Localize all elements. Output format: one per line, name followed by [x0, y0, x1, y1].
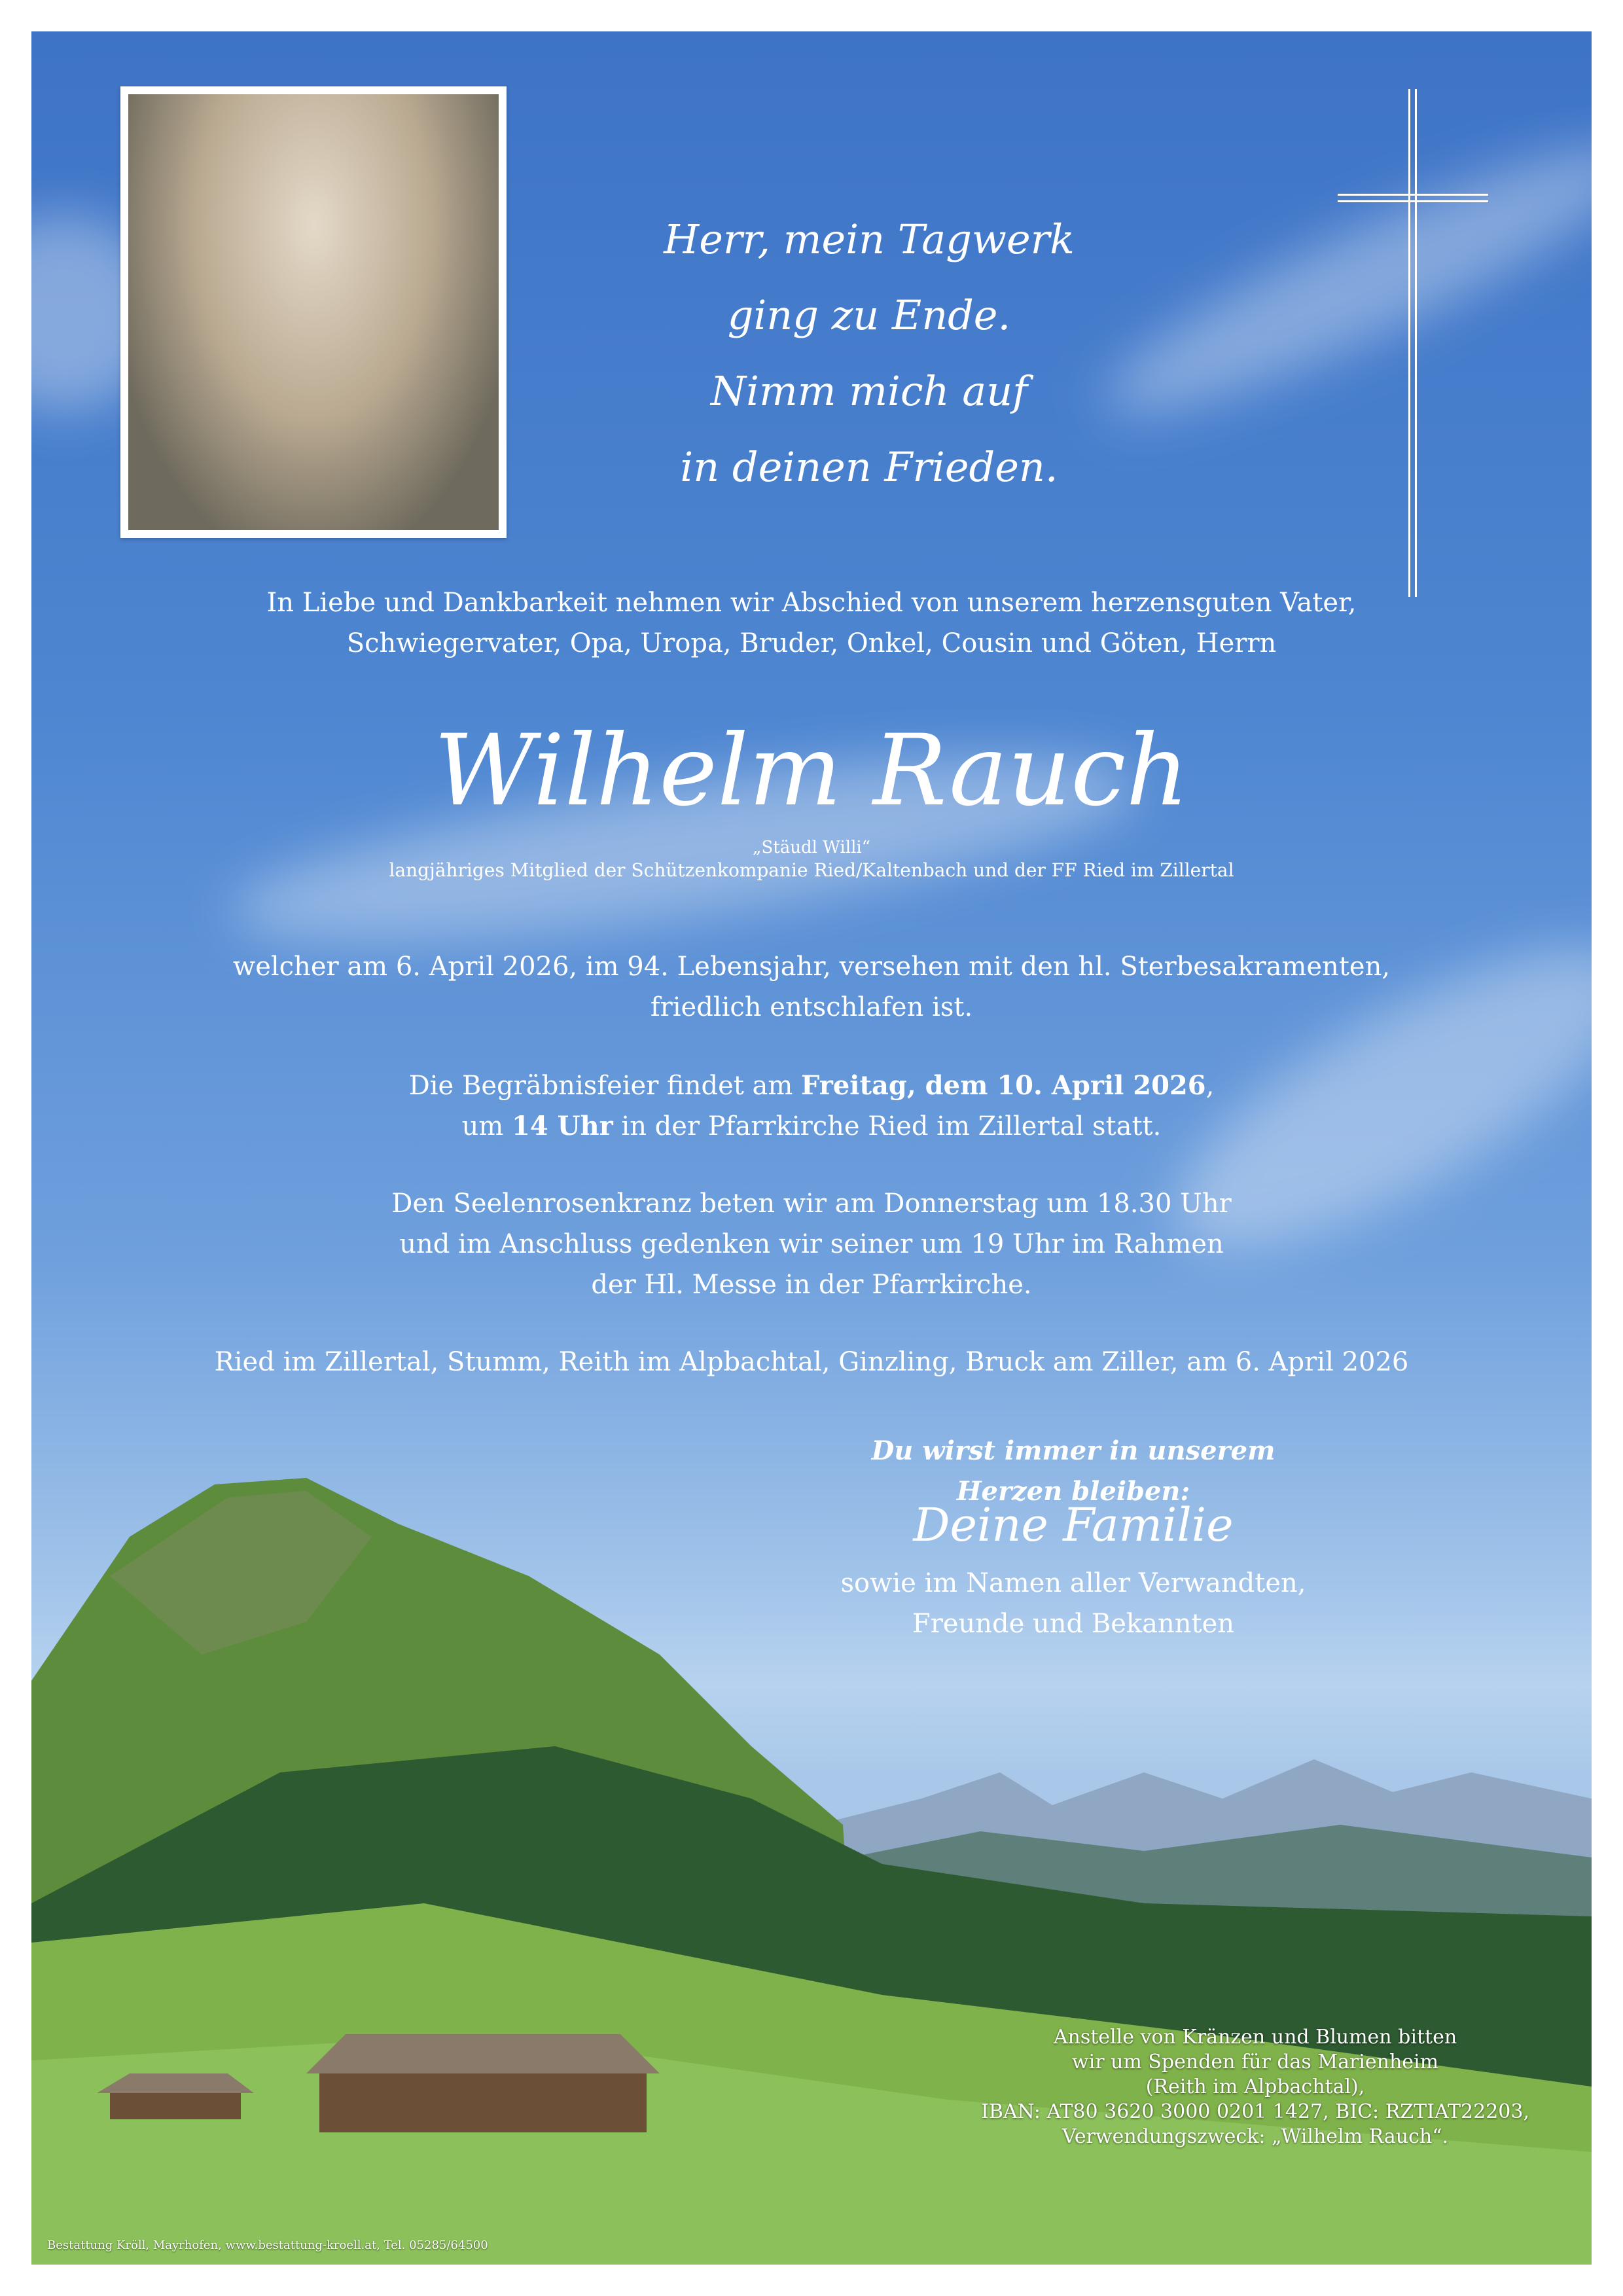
funeral-text: um	[461, 1111, 512, 1141]
funeral-text: in der Pfarrkirche Ried im Zillertal statt.	[613, 1111, 1162, 1141]
funeral-text: ,	[1205, 1071, 1215, 1101]
verse-line: in deinen Frieden.	[680, 443, 1058, 491]
intro-line: Schwiegervater, Opa, Uropa, Bruder, Onkel, Cousin und Göten, Herrn	[346, 628, 1277, 658]
funeral-date: Freitag, dem 10. April 2026	[801, 1070, 1206, 1101]
deceased-membership: langjähriges Mitglied der Schützenkompanie Ried/Kaltenbach und der FF Ried im Zillertal	[389, 859, 1234, 881]
rosary-info	[31, 1183, 1592, 1305]
verse-line: Nimm mich auf	[710, 367, 1028, 415]
donation-line: Verwendungszweck: „Wilhelm Rauch“.	[1061, 2125, 1449, 2148]
donation-line: Anstelle von Kränzen und Blumen bitten	[1053, 2026, 1457, 2049]
portrait-frame	[120, 86, 507, 538]
rosary-line: Den Seelenrosenkranz beten wir am Donnerstag um 18.30 Uhr	[391, 1189, 1232, 1219]
relatives-line: sowie im Namen aller Verwandten,	[840, 1568, 1306, 1598]
death-line: welcher am 6. April 2026, im 94. Lebensjahr, versehen mit den hl. Sterbesakramenten,	[232, 952, 1391, 982]
donation-note	[961, 2025, 1550, 2149]
funeral-line	[31, 1106, 1592, 1147]
donation-line: IBAN: AT80 3620 3000 0201 1427, BIC: RZTIAT22203,	[981, 2100, 1529, 2123]
funeral-text: Die Begräbnisfeier findet am	[408, 1071, 802, 1101]
donation-line: (Reith im Alpbachtal),	[1145, 2075, 1365, 2098]
funeral-info	[31, 1066, 1592, 1147]
death-line: friedlich entschlafen ist.	[650, 992, 973, 1022]
rosary-line: und im Anschluss gedenken wir seiner um 19 Uhr im Rahmen	[399, 1229, 1224, 1259]
intro-text	[31, 583, 1592, 664]
funeral-line	[31, 1066, 1592, 1106]
rosary-line: der Hl. Messe in der Pfarrkirche.	[591, 1270, 1032, 1300]
death-notice	[31, 946, 1592, 1028]
obituary-card	[31, 31, 1592, 2265]
farewell-line: Du wirst immer in unserem Herzen bleiben:	[871, 1435, 1275, 1507]
places-date: Ried im Zillertal, Stumm, Reith im Alpbachtal, Ginzling, Bruck am Ziller, am 6. April 2026	[214, 1347, 1409, 1377]
hut-wall	[319, 2073, 647, 2132]
verse-line: Herr, mein Tagwerk	[664, 215, 1075, 263]
donation-line: wir um Spenden für das Marienheim	[1071, 2051, 1439, 2073]
relatives-text	[838, 1563, 1309, 1644]
cross-icon	[1338, 89, 1488, 597]
deceased-nickname: „Stäudl Willi“	[752, 838, 871, 857]
intro-line: In Liebe und Dankbarkeit nehmen wir Abschied von unserem herzensguten Vater,	[266, 588, 1357, 618]
relatives-line: Freunde und Bekannten	[912, 1609, 1235, 1639]
deceased-name: Wilhelm Rauch	[434, 714, 1189, 828]
verse	[607, 202, 1131, 505]
family-signature: Deine Familie	[913, 1498, 1234, 1552]
hut-roof	[306, 2034, 660, 2073]
portrait-photo	[128, 94, 499, 530]
funeral-time: 14 Uhr	[512, 1111, 613, 1141]
verse-line: ging zu Ende.	[727, 291, 1011, 339]
funeral-home-footer: Bestattung Kröll, Mayrhofen, www.bestattung-kroell.at, Tel. 05285/64500	[47, 2238, 488, 2252]
